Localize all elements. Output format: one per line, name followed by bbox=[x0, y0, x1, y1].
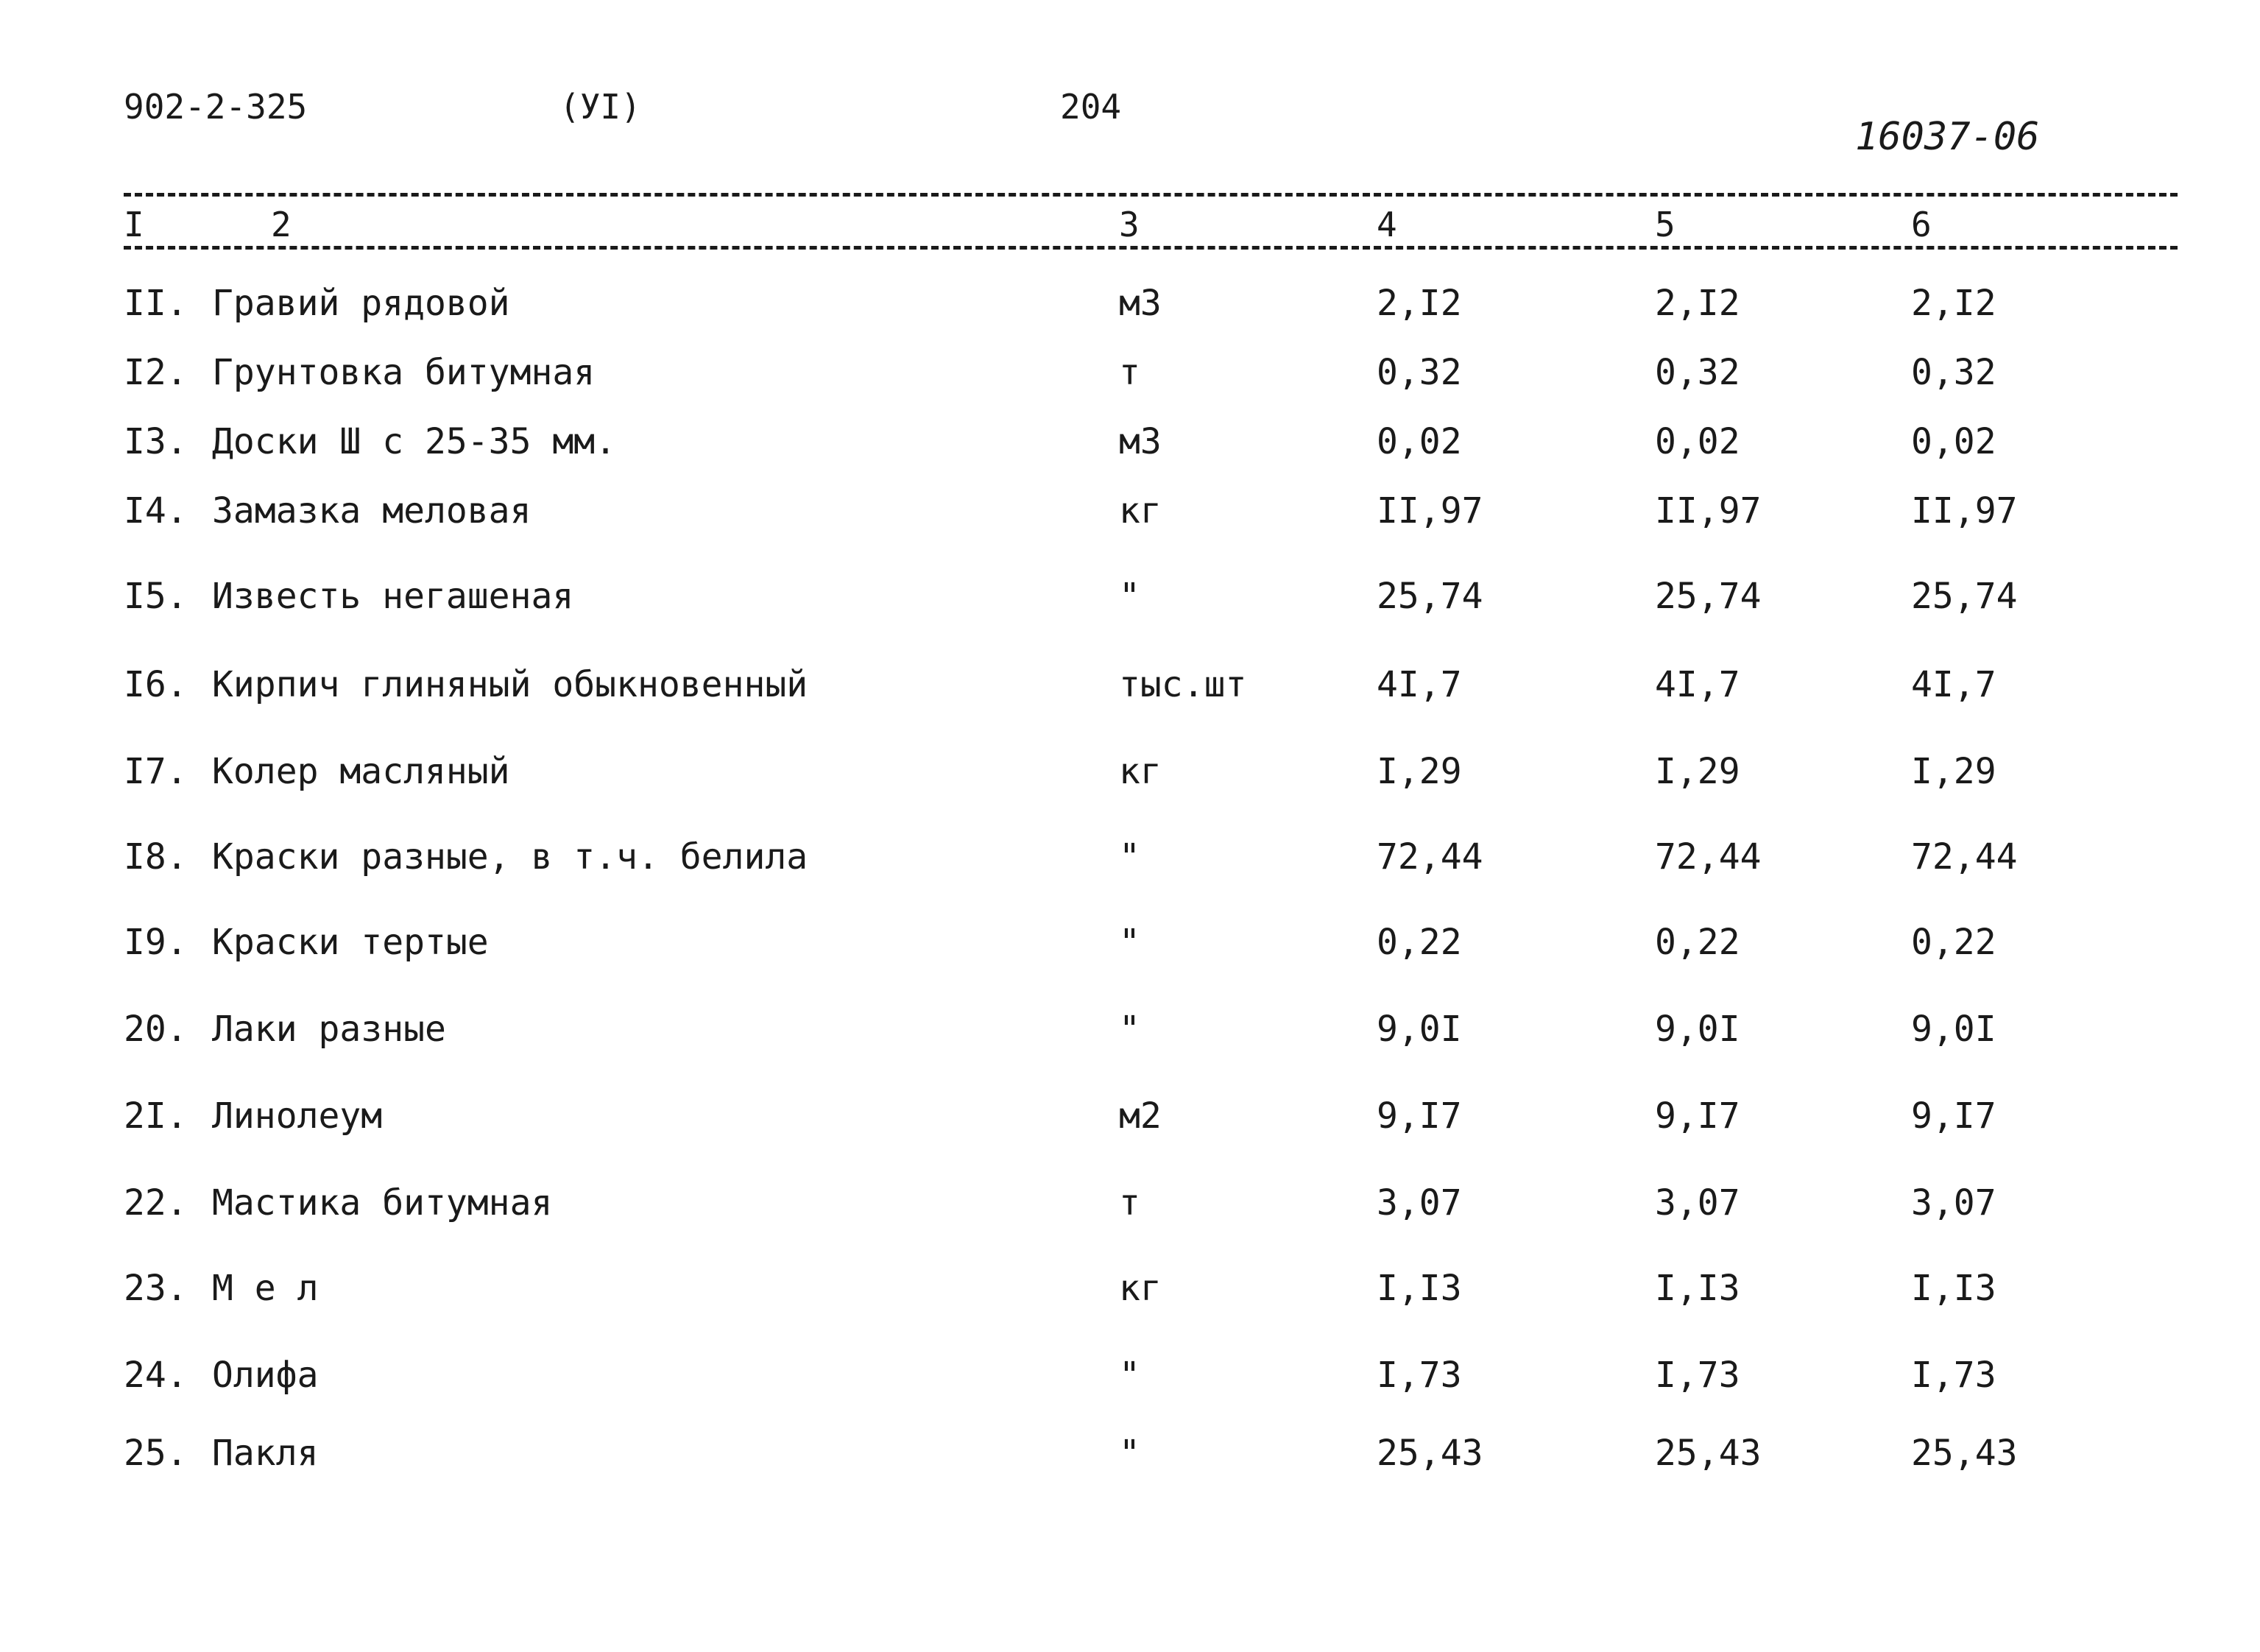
table-row bbox=[0, 574, 2260, 618]
material-name: Гравий рядовой bbox=[212, 283, 510, 324]
table-row bbox=[0, 749, 2260, 794]
value-col-4: I,I3 bbox=[1377, 1268, 1462, 1309]
material-name: Краски разные, в т.ч. белила bbox=[212, 836, 808, 878]
value-col-6: 2,I2 bbox=[1911, 283, 1996, 324]
value-col-4: 25,74 bbox=[1377, 576, 1483, 617]
material-name: Линолеум bbox=[212, 1095, 383, 1137]
row-number: 2I. bbox=[124, 1095, 188, 1137]
row-number: I6. bbox=[124, 664, 188, 705]
value-col-6: I,73 bbox=[1911, 1355, 1996, 1396]
column-header-6: 6 bbox=[1911, 205, 1932, 244]
table-row bbox=[0, 350, 2260, 395]
value-col-6: 3,07 bbox=[1911, 1182, 1996, 1224]
value-col-4: 0,32 bbox=[1377, 352, 1462, 393]
value-col-6: II,97 bbox=[1911, 490, 2018, 532]
material-name: Краски тертые bbox=[212, 922, 489, 963]
unit: кг bbox=[1119, 490, 1162, 532]
material-name: Замазка меловая bbox=[212, 490, 532, 532]
value-col-5: 3,07 bbox=[1655, 1182, 1740, 1224]
unit: " bbox=[1119, 1009, 1140, 1050]
value-col-5: 9,0I bbox=[1655, 1009, 1740, 1050]
value-col-6: 72,44 bbox=[1911, 836, 2018, 878]
row-number: I4. bbox=[124, 490, 188, 532]
value-col-6: 4I,7 bbox=[1911, 664, 1996, 705]
material-name: Известь негашеная bbox=[212, 576, 574, 617]
value-col-6: 9,I7 bbox=[1911, 1095, 1996, 1137]
value-col-4: I,73 bbox=[1377, 1355, 1462, 1396]
value-col-4: 72,44 bbox=[1377, 836, 1483, 878]
table-row bbox=[0, 1007, 2260, 1051]
value-col-5: I,73 bbox=[1655, 1355, 1740, 1396]
material-name: Мастика битумная bbox=[212, 1182, 553, 1224]
unit: кг bbox=[1119, 1268, 1162, 1309]
row-number: I9. bbox=[124, 922, 188, 963]
value-col-6: I,29 bbox=[1911, 751, 1996, 792]
page-number: 204 bbox=[1060, 87, 1122, 127]
value-col-5: 25,74 bbox=[1655, 576, 1762, 617]
material-name: Кирпич глиняный обыкновенный bbox=[212, 664, 808, 705]
material-name: Грунтовка битумная bbox=[212, 352, 596, 393]
table-row bbox=[0, 1094, 2260, 1138]
value-col-4: 4I,7 bbox=[1377, 664, 1462, 705]
value-col-6: 25,43 bbox=[1911, 1433, 2018, 1474]
document-part: (УI) bbox=[559, 87, 641, 127]
unit: " bbox=[1119, 1433, 1140, 1474]
value-col-5: 9,I7 bbox=[1655, 1095, 1740, 1137]
row-number: I3. bbox=[124, 421, 188, 462]
unit: тыс.шт bbox=[1119, 664, 1247, 705]
value-col-6: 9,0I bbox=[1911, 1009, 1996, 1050]
column-header-4: 4 bbox=[1377, 205, 1397, 244]
unit: м3 bbox=[1119, 421, 1162, 462]
material-name: М е л bbox=[212, 1268, 319, 1309]
unit: " bbox=[1119, 1355, 1140, 1396]
value-col-5: 0,22 bbox=[1655, 922, 1740, 963]
unit: " bbox=[1119, 576, 1140, 617]
value-col-6: 0,32 bbox=[1911, 352, 1996, 393]
unit: " bbox=[1119, 836, 1140, 878]
value-col-4: I,29 bbox=[1377, 751, 1462, 792]
row-number: 24. bbox=[124, 1355, 188, 1396]
value-col-6: 25,74 bbox=[1911, 576, 2018, 617]
table-row bbox=[0, 489, 2260, 533]
row-number: 20. bbox=[124, 1009, 188, 1050]
row-number: 25. bbox=[124, 1433, 188, 1474]
value-col-4: 9,I7 bbox=[1377, 1095, 1462, 1137]
material-name: Пакля bbox=[212, 1433, 319, 1474]
column-header-1: I bbox=[124, 205, 144, 244]
value-col-5: 25,43 bbox=[1655, 1433, 1762, 1474]
table-row bbox=[0, 1431, 2260, 1475]
document-code: 902-2-325 bbox=[124, 87, 308, 127]
unit: кг bbox=[1119, 751, 1162, 792]
table-header-rule bbox=[124, 246, 2178, 250]
row-number: 23. bbox=[124, 1268, 188, 1309]
value-col-4: 25,43 bbox=[1377, 1433, 1483, 1474]
value-col-5: 2,I2 bbox=[1655, 283, 1740, 324]
value-col-4: 2,I2 bbox=[1377, 283, 1462, 324]
row-number: I7. bbox=[124, 751, 188, 792]
row-number: I8. bbox=[124, 836, 188, 878]
value-col-4: 9,0I bbox=[1377, 1009, 1462, 1050]
value-col-4: 0,22 bbox=[1377, 922, 1462, 963]
column-header-2: 2 bbox=[271, 205, 292, 244]
value-col-4: 3,07 bbox=[1377, 1182, 1462, 1224]
row-number: I5. bbox=[124, 576, 188, 617]
value-col-5: 72,44 bbox=[1655, 836, 1762, 878]
value-col-6: 0,02 bbox=[1911, 421, 1996, 462]
unit: " bbox=[1119, 922, 1140, 963]
inventory-stamp: 16037-06 bbox=[1855, 115, 2040, 159]
value-col-5: I,I3 bbox=[1655, 1268, 1740, 1309]
column-header-5: 5 bbox=[1655, 205, 1675, 244]
table-row bbox=[0, 1353, 2260, 1397]
value-col-5: I,29 bbox=[1655, 751, 1740, 792]
value-col-5: II,97 bbox=[1655, 490, 1762, 532]
unit: т bbox=[1119, 1182, 1140, 1224]
table-top-rule bbox=[124, 193, 2178, 197]
table-row bbox=[0, 420, 2260, 464]
value-col-5: 0,32 bbox=[1655, 352, 1740, 393]
material-name: Олифа bbox=[212, 1355, 319, 1396]
material-name: Колер масляный bbox=[212, 751, 510, 792]
unit: т bbox=[1119, 352, 1140, 393]
row-number: 22. bbox=[124, 1182, 188, 1224]
table-row bbox=[0, 281, 2260, 325]
table-row bbox=[0, 920, 2260, 964]
value-col-4: 0,02 bbox=[1377, 421, 1462, 462]
value-col-6: I,I3 bbox=[1911, 1268, 1996, 1309]
table-row bbox=[0, 1266, 2260, 1310]
material-name: Доски Ш с 25-35 мм. bbox=[212, 421, 617, 462]
row-number: II. bbox=[124, 283, 188, 324]
material-name: Лаки разные bbox=[212, 1009, 446, 1050]
unit: м2 bbox=[1119, 1095, 1162, 1137]
table-row bbox=[0, 835, 2260, 879]
unit: м3 bbox=[1119, 283, 1162, 324]
value-col-4: II,97 bbox=[1377, 490, 1483, 532]
column-header-3: 3 bbox=[1119, 205, 1140, 244]
row-number: I2. bbox=[124, 352, 188, 393]
table-row bbox=[0, 1181, 2260, 1225]
value-col-5: 0,02 bbox=[1655, 421, 1740, 462]
value-col-6: 0,22 bbox=[1911, 922, 1996, 963]
value-col-5: 4I,7 bbox=[1655, 664, 1740, 705]
table-row bbox=[0, 663, 2260, 707]
